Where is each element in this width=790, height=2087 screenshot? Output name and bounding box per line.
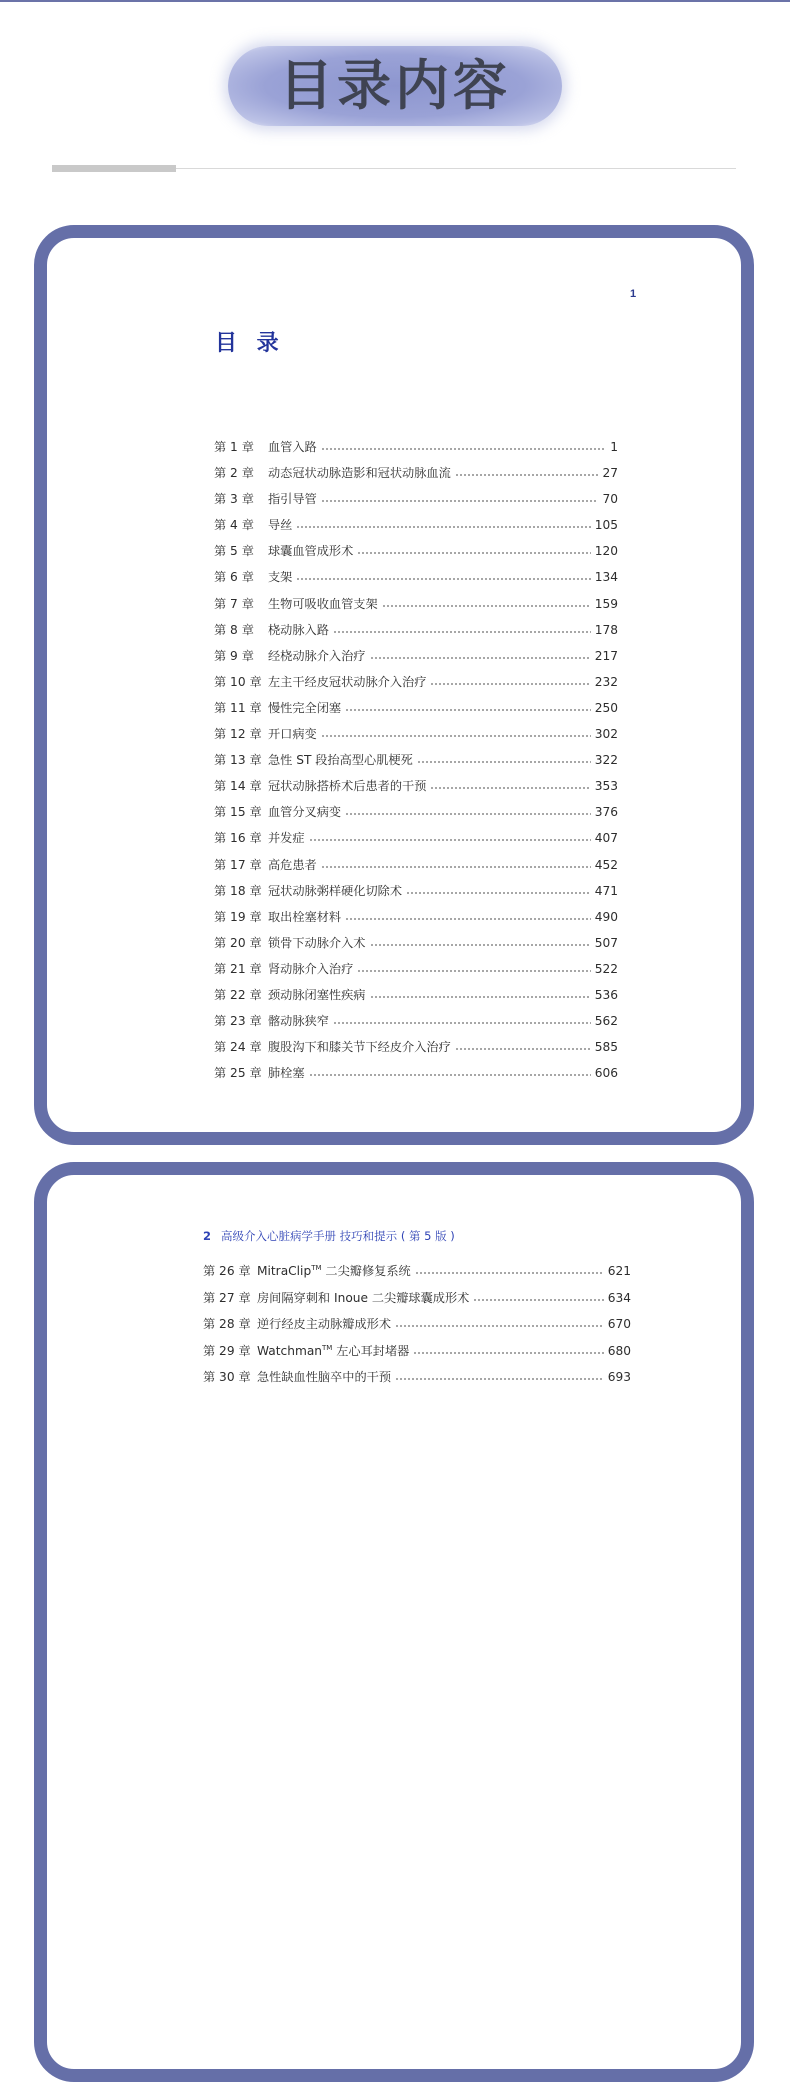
toc-entry <box>214 908 618 934</box>
toc-entry <box>214 595 618 621</box>
chapter-title-text: 肺栓塞 <box>268 1066 305 1081</box>
toc-entry <box>214 464 618 490</box>
dot-leader <box>395 1377 604 1381</box>
toc-entry <box>203 1289 631 1316</box>
chapter-title-text: 开口病变 <box>268 727 317 742</box>
toc-entry <box>214 438 618 464</box>
page-reference: 634 <box>607 1290 631 1305</box>
page-reference: 680 <box>607 1343 631 1358</box>
page-reference: 522 <box>594 961 618 976</box>
dot-leader <box>321 734 591 738</box>
chapter-title <box>268 908 341 925</box>
chapter-number: 第 14 章 <box>214 779 262 794</box>
chapter-title <box>268 621 329 638</box>
page-reference: 105 <box>594 518 618 533</box>
chapter-title-rest: 左心耳封堵器 <box>332 1343 410 1358</box>
chapter-title-text: Watchman <box>257 1343 323 1358</box>
page-reference: 134 <box>594 570 618 585</box>
chapter-title-text: 急性缺血性脑卒中的干预 <box>257 1370 392 1384</box>
page-reference: 178 <box>594 622 618 637</box>
page-reference: 670 <box>607 1317 631 1331</box>
page-reference: 562 <box>594 1014 618 1029</box>
chapter-number: 第 27 章 <box>203 1290 251 1305</box>
dot-leader <box>296 577 590 581</box>
chapter-title-text: 冠状动脉搭桥术后患者的干预 <box>268 779 427 794</box>
chapter-title-text: 房间隔穿刺和 Inoue 二尖瓣球囊成形术 <box>257 1290 470 1305</box>
chapter-title-text: 经桡动脉介入治疗 <box>268 648 366 663</box>
chapter-number: 第 11 章 <box>214 700 262 715</box>
toc-entry <box>214 882 618 908</box>
running-head <box>203 1228 455 1244</box>
chapter-number: 第 25 章 <box>214 1066 262 1081</box>
toc-entry <box>214 725 618 751</box>
chapter-title-text: 高危患者 <box>268 857 317 872</box>
dot-leader <box>357 551 590 555</box>
chapter-title <box>268 986 366 1003</box>
page-reference: 302 <box>594 727 618 742</box>
toc-entry <box>214 803 618 829</box>
chapter-title <box>268 1012 329 1029</box>
page-number: 1 <box>630 288 637 300</box>
dot-leader <box>357 969 590 973</box>
chapter-number: 第 8 章 <box>214 622 254 637</box>
dot-leader <box>406 891 591 895</box>
chapter-title <box>268 960 353 977</box>
toc-page-1 <box>34 225 754 1145</box>
toc-entry <box>203 1368 631 1395</box>
dot-leader <box>455 473 599 477</box>
chapter-number: 第 20 章 <box>214 935 262 950</box>
page-reference: 250 <box>594 700 618 715</box>
chapter-title <box>268 777 426 794</box>
chapter-title <box>268 595 378 612</box>
dot-leader <box>415 1271 604 1275</box>
chapter-title-text: 并发症 <box>268 831 305 846</box>
page-reference: 606 <box>594 1066 618 1081</box>
chapter-number: 第 12 章 <box>214 727 262 742</box>
chapter-title <box>268 1038 451 1055</box>
chapter-title <box>268 882 402 899</box>
toc-entry <box>214 1038 618 1064</box>
chapter-title <box>268 1064 305 1081</box>
chapter-number: 第 7 章 <box>214 596 254 611</box>
chapter-title-text: 肾动脉介入治疗 <box>268 961 354 976</box>
dot-leader <box>413 1351 603 1355</box>
chapter-number: 第 1 章 <box>214 440 254 454</box>
chapter-title <box>268 673 426 690</box>
toc-entry <box>214 490 618 516</box>
toc-entry <box>214 986 618 1012</box>
page-reference: 353 <box>594 779 618 794</box>
toc-page-2 <box>34 1162 754 2082</box>
dot-leader <box>455 1047 591 1051</box>
chapter-title <box>268 751 413 768</box>
chapter-title-text: 球囊血管成形术 <box>268 544 354 559</box>
chapter-number: 第 28 章 <box>203 1317 251 1331</box>
dot-leader <box>382 604 591 608</box>
toc-entry <box>214 960 618 986</box>
chapter-title <box>268 829 305 846</box>
chapter-title-text: 生物可吸收血管支架 <box>268 596 378 611</box>
toc-entry <box>214 751 618 777</box>
chapter-number: 第 3 章 <box>214 492 254 507</box>
page-reference: 376 <box>594 805 618 820</box>
chapter-title-text: 导丝 <box>268 518 293 533</box>
dot-leader <box>430 682 590 686</box>
chapter-title-text: 血管分叉病变 <box>268 805 342 820</box>
chapter-title-text: 桡动脉入路 <box>268 622 329 637</box>
toc-list <box>214 438 618 1090</box>
chapter-number: 第 6 章 <box>214 570 254 585</box>
dot-leader <box>321 865 591 869</box>
chapter-title <box>268 516 292 533</box>
page-reference: 232 <box>594 674 618 689</box>
chapter-title <box>268 934 366 951</box>
chapter-title-text: MitraClip <box>257 1264 312 1278</box>
chapter-title <box>268 490 317 507</box>
chapter-number: 第 13 章 <box>214 753 262 768</box>
chapter-title-text: 逆行经皮主动脉瓣成形术 <box>257 1317 392 1331</box>
toc-entry <box>214 699 618 725</box>
dot-leader <box>333 1021 591 1025</box>
chapter-title-text: 左主干经皮冠状动脉介入治疗 <box>268 674 427 689</box>
toc-entry <box>203 1342 631 1369</box>
chapter-title <box>268 803 341 820</box>
trademark-superscript: TM <box>322 1343 333 1352</box>
dot-leader <box>417 760 591 764</box>
chapter-number: 第 30 章 <box>203 1370 251 1384</box>
chapter-title-text: 动态冠状动脉造影和冠状动脉血流 <box>268 466 451 481</box>
chapter-title <box>257 1342 409 1359</box>
chapter-title-text: 锁骨下动脉介入术 <box>268 935 366 950</box>
toc-entry <box>214 673 618 699</box>
toc-list <box>203 1262 631 1395</box>
toc-entry <box>214 1012 618 1038</box>
chapter-number: 第 22 章 <box>214 987 262 1002</box>
dot-leader <box>395 1324 604 1328</box>
page-title: 目录内容 <box>279 54 511 117</box>
chapter-title <box>268 725 317 742</box>
running-head-number: 2 <box>203 1229 212 1243</box>
toc-entry <box>203 1262 631 1289</box>
dot-leader <box>473 1298 603 1302</box>
page-reference: 1 <box>610 440 618 454</box>
toc-entry <box>214 829 618 855</box>
toc-entry <box>214 856 618 882</box>
chapter-title <box>268 699 341 716</box>
page-reference: 536 <box>594 987 618 1002</box>
chapter-number: 第 23 章 <box>214 1014 262 1029</box>
chapter-title-text: 颈动脉闭塞性疾病 <box>268 987 366 1002</box>
page-reference: 27 <box>602 466 618 481</box>
chapter-title <box>268 856 317 873</box>
chapter-number: 第 19 章 <box>214 909 262 924</box>
chapter-number: 第 29 章 <box>203 1343 251 1358</box>
dot-leader <box>370 995 591 999</box>
chapter-title-text: 血管入路 <box>268 440 317 454</box>
page-reference: 322 <box>594 753 618 768</box>
toc-entry <box>214 542 618 568</box>
toc-entry <box>214 621 618 647</box>
dot-leader <box>370 943 591 947</box>
page-reference: 407 <box>594 831 618 846</box>
dot-leader <box>321 499 599 503</box>
toc-entry <box>214 568 618 594</box>
chapter-title-text: 腹股沟下和膝关节下经皮介入治疗 <box>268 1040 451 1055</box>
dot-leader <box>430 786 590 790</box>
dot-leader <box>296 525 590 529</box>
chapter-title-text: 取出栓塞材料 <box>268 909 342 924</box>
toc-entry <box>203 1315 631 1342</box>
chapter-number: 第 2 章 <box>214 466 254 481</box>
chapter-number: 第 15 章 <box>214 805 262 820</box>
chapter-title <box>257 1262 411 1279</box>
chapter-title-text: 冠状动脉粥样硬化切除术 <box>268 883 403 898</box>
toc-entry <box>214 647 618 673</box>
chapter-number: 第 16 章 <box>214 831 262 846</box>
toc-entry <box>214 934 618 960</box>
page-reference: 490 <box>594 909 618 924</box>
chapter-number: 第 5 章 <box>214 544 254 559</box>
dot-leader <box>309 838 591 842</box>
dot-leader <box>309 1073 591 1077</box>
chapter-title <box>257 1315 391 1332</box>
chapter-title-text: 髂动脉狭窄 <box>268 1014 329 1029</box>
dot-leader <box>321 447 606 451</box>
toc-entry <box>214 516 618 542</box>
chapter-number: 第 24 章 <box>214 1040 262 1055</box>
page-reference: 120 <box>594 544 618 559</box>
dot-leader <box>370 656 591 660</box>
chapter-number: 第 18 章 <box>214 883 262 898</box>
chapter-title-text: 慢性完全闭塞 <box>268 700 342 715</box>
dot-leader <box>345 812 591 816</box>
running-head-text: 高级介入心脏病学手册 技巧和提示 ( 第 5 版 ) <box>221 1229 455 1243</box>
toc-entry <box>214 1064 618 1090</box>
chapter-title <box>268 438 317 455</box>
chapter-number: 第 9 章 <box>214 648 254 663</box>
top-border-line <box>0 0 790 2</box>
page-reference: 585 <box>594 1040 618 1055</box>
title-banner <box>228 46 562 126</box>
chapter-title-text: 指引导管 <box>268 492 317 507</box>
chapter-title-rest: 二尖瓣修复系统 <box>321 1264 411 1278</box>
chapter-number: 第 17 章 <box>214 857 262 872</box>
dot-leader <box>345 917 591 921</box>
page-reference: 159 <box>594 596 618 611</box>
chapter-title <box>268 647 366 664</box>
chapter-title <box>268 464 451 481</box>
page-reference: 471 <box>594 883 618 898</box>
chapter-title <box>268 568 292 585</box>
chapter-title-text: 急性 ST 段抬高型心肌梗死 <box>268 753 413 768</box>
dot-leader <box>333 630 591 634</box>
chapter-number: 第 4 章 <box>214 518 254 533</box>
chapter-number: 第 26 章 <box>203 1264 251 1278</box>
divider-accent <box>52 165 176 172</box>
chapter-number: 第 10 章 <box>214 674 262 689</box>
page-reference: 621 <box>607 1264 631 1278</box>
page-reference: 507 <box>594 935 618 950</box>
page-reference: 70 <box>602 492 618 507</box>
page-reference: 452 <box>594 857 618 872</box>
toc-heading: 目 录 <box>215 330 285 356</box>
chapter-title <box>257 1368 391 1385</box>
chapter-title <box>257 1289 469 1306</box>
toc-entry <box>214 777 618 803</box>
page-reference: 693 <box>607 1370 631 1384</box>
chapter-title <box>268 542 353 559</box>
dot-leader <box>345 708 591 712</box>
chapter-number: 第 21 章 <box>214 961 262 976</box>
page-reference: 217 <box>594 648 618 663</box>
chapter-title-text: 支架 <box>268 570 293 585</box>
trademark-superscript: TM <box>311 1263 322 1272</box>
